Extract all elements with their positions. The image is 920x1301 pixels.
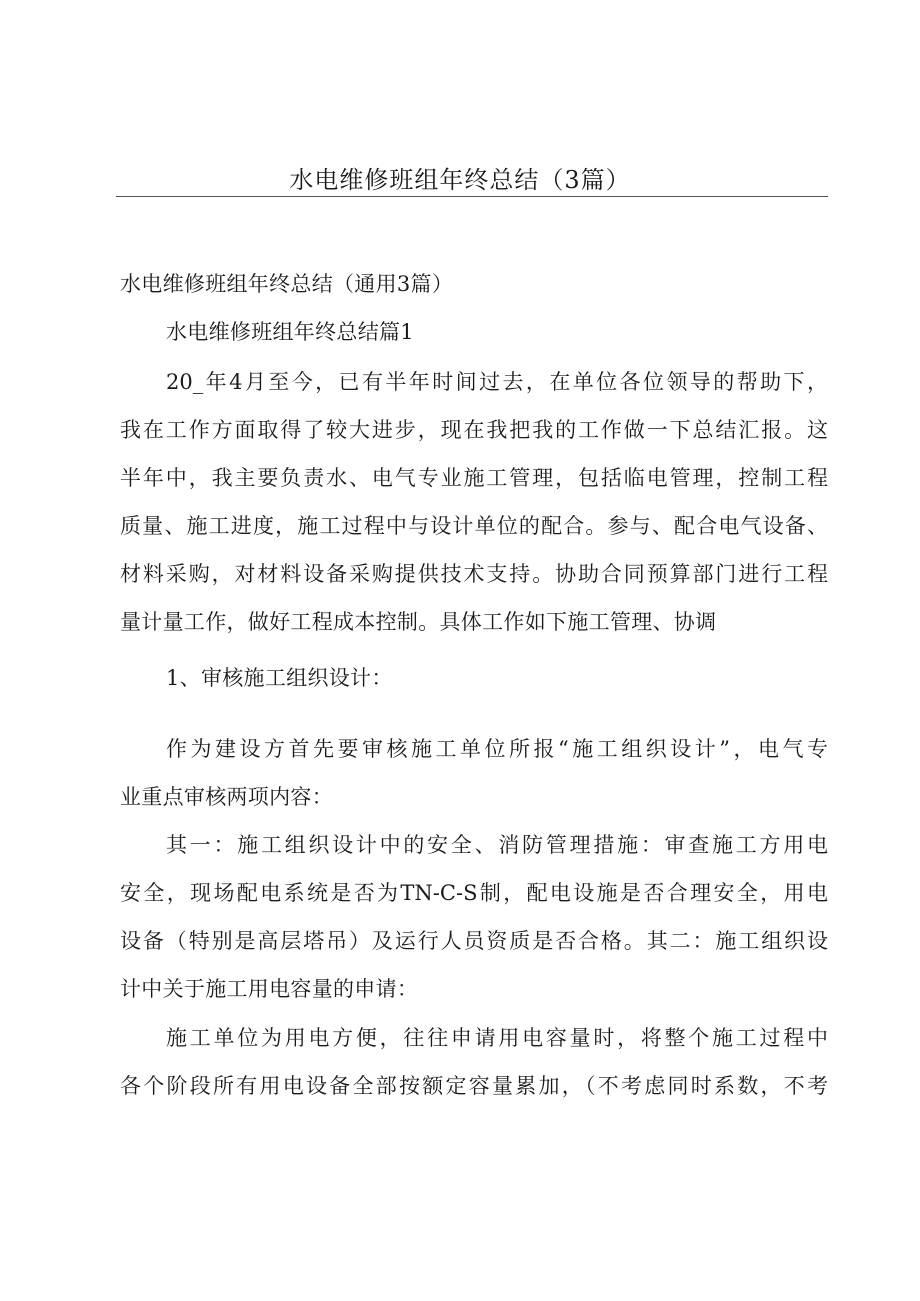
- paragraph-line: 材料采购，对材料设备采购提供技术支持。协助合同预算部门进行工程: [120, 562, 828, 586]
- paragraph-line: 我在工作方面取得了较大进步，现在我把我的工作做一下总结汇报。这: [120, 418, 828, 442]
- paragraph-line: 作为建设方首先要审核施工单位所报“施工组织设计”，电气专: [166, 737, 828, 761]
- paragraph-line: 各个阶段所有用电设备全部按额定容量累加，（不考虑同时系数，不考: [120, 1074, 828, 1098]
- section-heading: 水电维修班组年终总结篇1: [166, 320, 414, 344]
- paragraph-line: 20_年4月至今，已有半年时间过去，在单位各位领导的帮助下，: [166, 370, 828, 394]
- paragraph-line: 计中关于施工用电容量的申请：: [120, 977, 419, 1001]
- title-divider: [116, 196, 828, 197]
- paragraph-line: 设备（特别是高层塔吊）及运行人员资质是否合格。其二：施工组织设: [120, 929, 828, 953]
- paragraph-line: 其一：施工组织设计中的安全、消防管理措施：审查施工方用电: [166, 833, 828, 857]
- paragraph-line: 安全，现场配电系统是否为TN-C-S制，配电设施是否合理安全，用电: [120, 881, 828, 905]
- document-subtitle: 水电维修班组年终总结（通用3篇）: [120, 272, 454, 296]
- page-title: 水电维修班组年终总结（3篇）: [289, 166, 631, 194]
- paragraph-line: 质量、施工进度，施工过程中与设计单位的配合。参与、配合电气设备、: [120, 514, 828, 538]
- paragraph-line: 量计量工作，做好工程成本控制。具体工作如下施工管理、协调: [120, 610, 717, 634]
- paragraph-line: 施工单位为用电方便，往往申请用电容量时，将整个施工过程中: [166, 1026, 828, 1050]
- item-heading-1: 1、审核施工组织设计：: [166, 666, 393, 690]
- paragraph-line: 业重点审核两项内容：: [120, 785, 333, 809]
- paragraph-line: 半年中，我主要负责水、电气专业施工管理，包括临电管理，控制工程: [120, 466, 828, 490]
